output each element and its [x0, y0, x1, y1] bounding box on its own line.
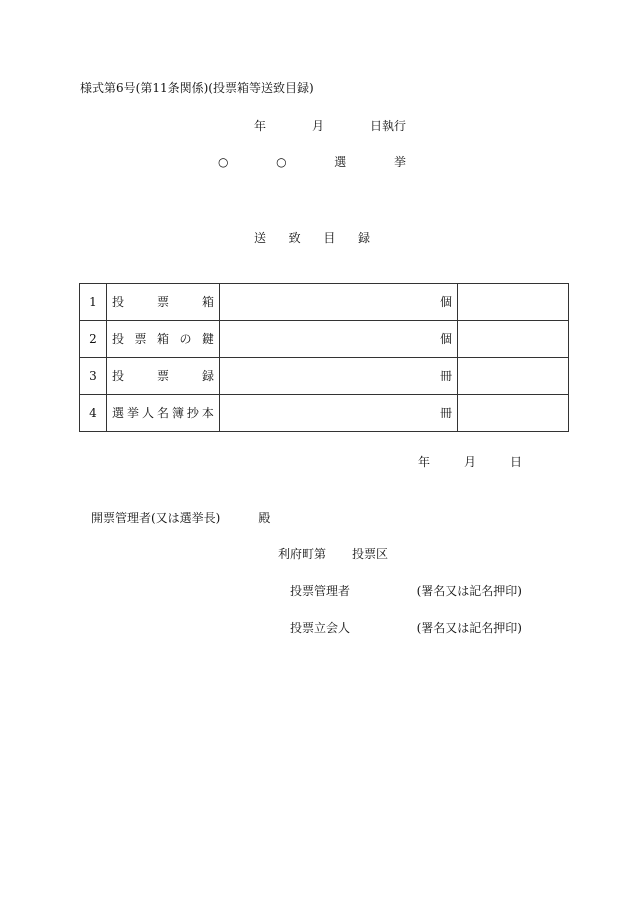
heading-char: 目 [323, 231, 336, 245]
item-quantity-cell [220, 395, 458, 432]
signatory-row-witness [290, 622, 522, 634]
exec-day-label: 日執行 [369, 119, 406, 133]
item-name [107, 358, 220, 395]
item-name-char: 選 [112, 406, 125, 420]
item-quantity-cell [220, 358, 458, 395]
item-name-char: 鍵 [201, 332, 214, 346]
heading-char: 致 [288, 231, 301, 245]
date-line [418, 456, 522, 468]
table-row [80, 321, 569, 358]
item-name-char: 録 [201, 369, 214, 383]
item-name-char: 投 [112, 369, 125, 383]
execution-date-line [254, 120, 406, 132]
item-name-char: 抄 [186, 406, 199, 420]
item-name-char: の [179, 332, 192, 346]
item-name-char: 人 [141, 406, 154, 420]
signatory-note: (署名又は記名押印) [416, 621, 522, 635]
item-unit: 冊 [439, 369, 452, 383]
item-name-char: 票 [156, 295, 169, 309]
addressee-line [91, 512, 270, 524]
date-month-label: 月 [463, 455, 476, 469]
document-heading [254, 232, 370, 244]
district-line [278, 548, 388, 560]
item-number: 1 [80, 284, 107, 321]
signatory-role: 投票管理者 [290, 584, 351, 598]
election-char: 選 [334, 155, 347, 169]
item-remarks-cell [458, 284, 569, 321]
table-row [80, 395, 569, 432]
item-unit: 個 [439, 332, 452, 346]
date-year-label: 年 [418, 455, 431, 469]
item-number: 3 [80, 358, 107, 395]
table-row [80, 358, 569, 395]
date-day-label: 日 [509, 455, 522, 469]
exec-month-label: 月 [311, 119, 324, 133]
item-name-char: 本 [201, 406, 214, 420]
election-placeholder-mark: ○ [218, 155, 229, 169]
heading-char: 送 [254, 231, 267, 245]
district-suffix: 投票区 [352, 547, 389, 561]
item-name-char: 箱 [201, 295, 214, 309]
addressee-honorific: 殿 [258, 511, 271, 525]
election-placeholder-mark: ○ [276, 155, 287, 169]
items-table [79, 283, 569, 432]
item-name-char: 投 [112, 332, 125, 346]
item-quantity-cell [220, 321, 458, 358]
item-name-char: 名 [156, 406, 169, 420]
item-quantity-cell [220, 284, 458, 321]
election-char: 挙 [393, 155, 406, 169]
item-name-char: 票 [156, 369, 169, 383]
item-number: 4 [80, 395, 107, 432]
item-name-char: 挙 [126, 406, 139, 420]
heading-char: 録 [357, 231, 370, 245]
item-name-char: 投 [112, 295, 125, 309]
district-prefix: 利府町第 [278, 547, 327, 561]
form-title: 様式第6号(第11条関係)(投票箱等送致目録) [80, 81, 314, 95]
item-name [107, 284, 220, 321]
election-name-line [218, 156, 406, 168]
item-remarks-cell [458, 395, 569, 432]
signatory-row-manager [290, 585, 522, 597]
item-unit: 個 [439, 295, 452, 309]
item-remarks-cell [458, 321, 569, 358]
item-unit: 冊 [439, 406, 452, 420]
exec-year-label: 年 [254, 119, 267, 133]
signatory-role: 投票立会人 [290, 621, 351, 635]
addressee-role: 開票管理者(又は選挙長) [91, 511, 221, 525]
item-remarks-cell [458, 358, 569, 395]
item-name-char: 簿 [171, 406, 184, 420]
item-name-char: 票 [134, 332, 147, 346]
item-name [107, 321, 220, 358]
item-name-char: 箱 [156, 332, 169, 346]
item-number: 2 [80, 321, 107, 358]
item-name [107, 395, 220, 432]
table-row [80, 284, 569, 321]
signatory-note: (署名又は記名押印) [416, 584, 522, 598]
